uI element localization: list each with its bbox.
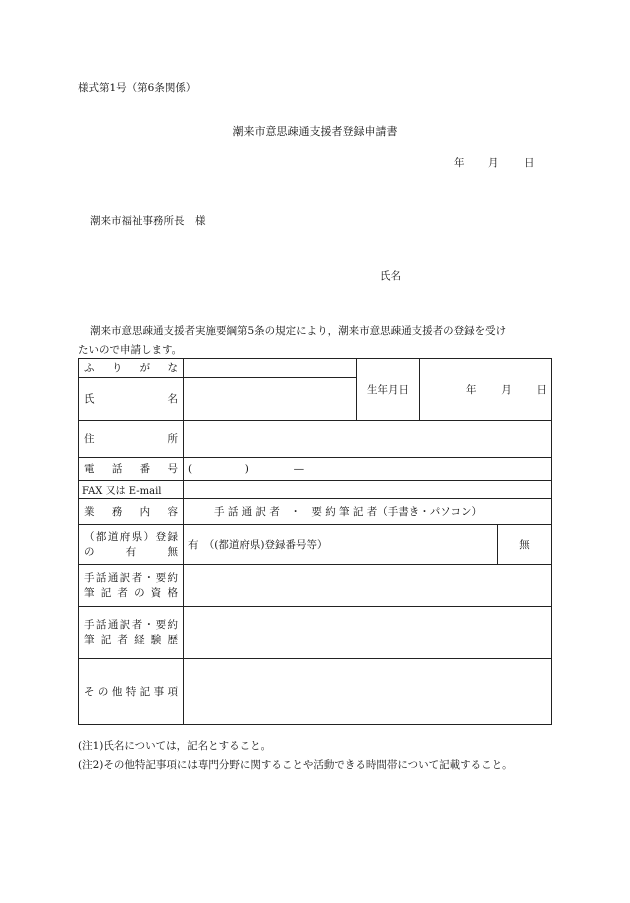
address-field[interactable]: [184, 421, 552, 458]
other-field[interactable]: [184, 659, 552, 725]
registration-label-line1: （都道府県）登録: [84, 530, 178, 543]
phone-dash: —: [293, 463, 305, 475]
row-address: [79, 421, 552, 458]
job-options[interactable]: 手 話 通 訳 者 ・ 要 約 筆 記 者（手書き・パソコン）: [184, 499, 552, 525]
date-day: 日: [524, 157, 535, 169]
registration-label: [79, 525, 184, 565]
birthdate-label: 生年月日: [357, 359, 420, 421]
addressee: 潮来市福祉事務所長 様: [90, 215, 206, 227]
job-label: 業務内容: [79, 499, 184, 525]
experience-label-line1: 手話通訳者・要約: [84, 618, 178, 631]
body-text-line1: 潮来市意思疎通支援者実施要綱第5条の規定により，潮来市意思疎通支援者の登録を受け: [90, 325, 507, 337]
page-title: 潮来市意思疎通支援者登録申請書: [232, 125, 398, 138]
registration-no-option[interactable]: 無: [498, 525, 552, 565]
qualification-label: [79, 565, 184, 607]
furigana-field[interactable]: [184, 359, 357, 378]
row-furigana: [79, 359, 552, 378]
registration-label-line2: の有無: [84, 545, 178, 558]
qualification-label-line2: 筆記者の資格: [84, 586, 178, 599]
birth-month-label: 月: [501, 384, 512, 396]
fax-email-field[interactable]: [184, 481, 552, 499]
row-other: [79, 659, 552, 725]
date-month: 月: [488, 157, 499, 169]
experience-field[interactable]: [184, 607, 552, 659]
applicant-name-label: 氏名: [380, 270, 401, 282]
row-fax: [79, 481, 552, 499]
name-field[interactable]: [184, 378, 357, 421]
note-2: (注2)その他特記事項には専門分野に関することや活動できる時間帯について記載すること。: [78, 759, 513, 771]
name-label: 氏名: [79, 378, 184, 421]
phone-paren-close: ): [244, 463, 249, 475]
experience-label: [79, 607, 184, 659]
birth-year-label: 年: [466, 384, 477, 396]
phone-label: 電話番号: [79, 458, 184, 481]
furigana-label: ふりがな: [79, 359, 184, 378]
qualification-label-line1: 手話通訳者・要約: [84, 571, 178, 584]
form-number: 様式第1号（第6条関係）: [78, 82, 197, 94]
application-form-table: [78, 358, 552, 725]
phone-paren-open: (: [188, 463, 193, 475]
row-registration: [79, 525, 552, 565]
birth-day-label: 日: [536, 384, 547, 396]
registration-yes-option[interactable]: 有 （(都道府県)登録番号等）: [184, 525, 498, 565]
birthdate-field[interactable]: [420, 359, 552, 421]
note-1: (注1)氏名については，記名とすること。: [78, 740, 272, 752]
address-label: 住所: [79, 421, 184, 458]
date-year: 年: [454, 157, 465, 169]
row-experience: [79, 607, 552, 659]
row-phone: [79, 458, 552, 481]
other-label: その他特記事項: [79, 659, 184, 725]
qualification-field[interactable]: [184, 565, 552, 607]
experience-label-line2: 筆記者経験歴: [84, 633, 178, 646]
fax-email-label: FAX 又は E-mail: [79, 481, 184, 499]
row-qualification: [79, 565, 552, 607]
row-job: [79, 499, 552, 525]
body-text-line2: たいので申請します。: [78, 344, 183, 356]
phone-field[interactable]: [184, 458, 552, 481]
